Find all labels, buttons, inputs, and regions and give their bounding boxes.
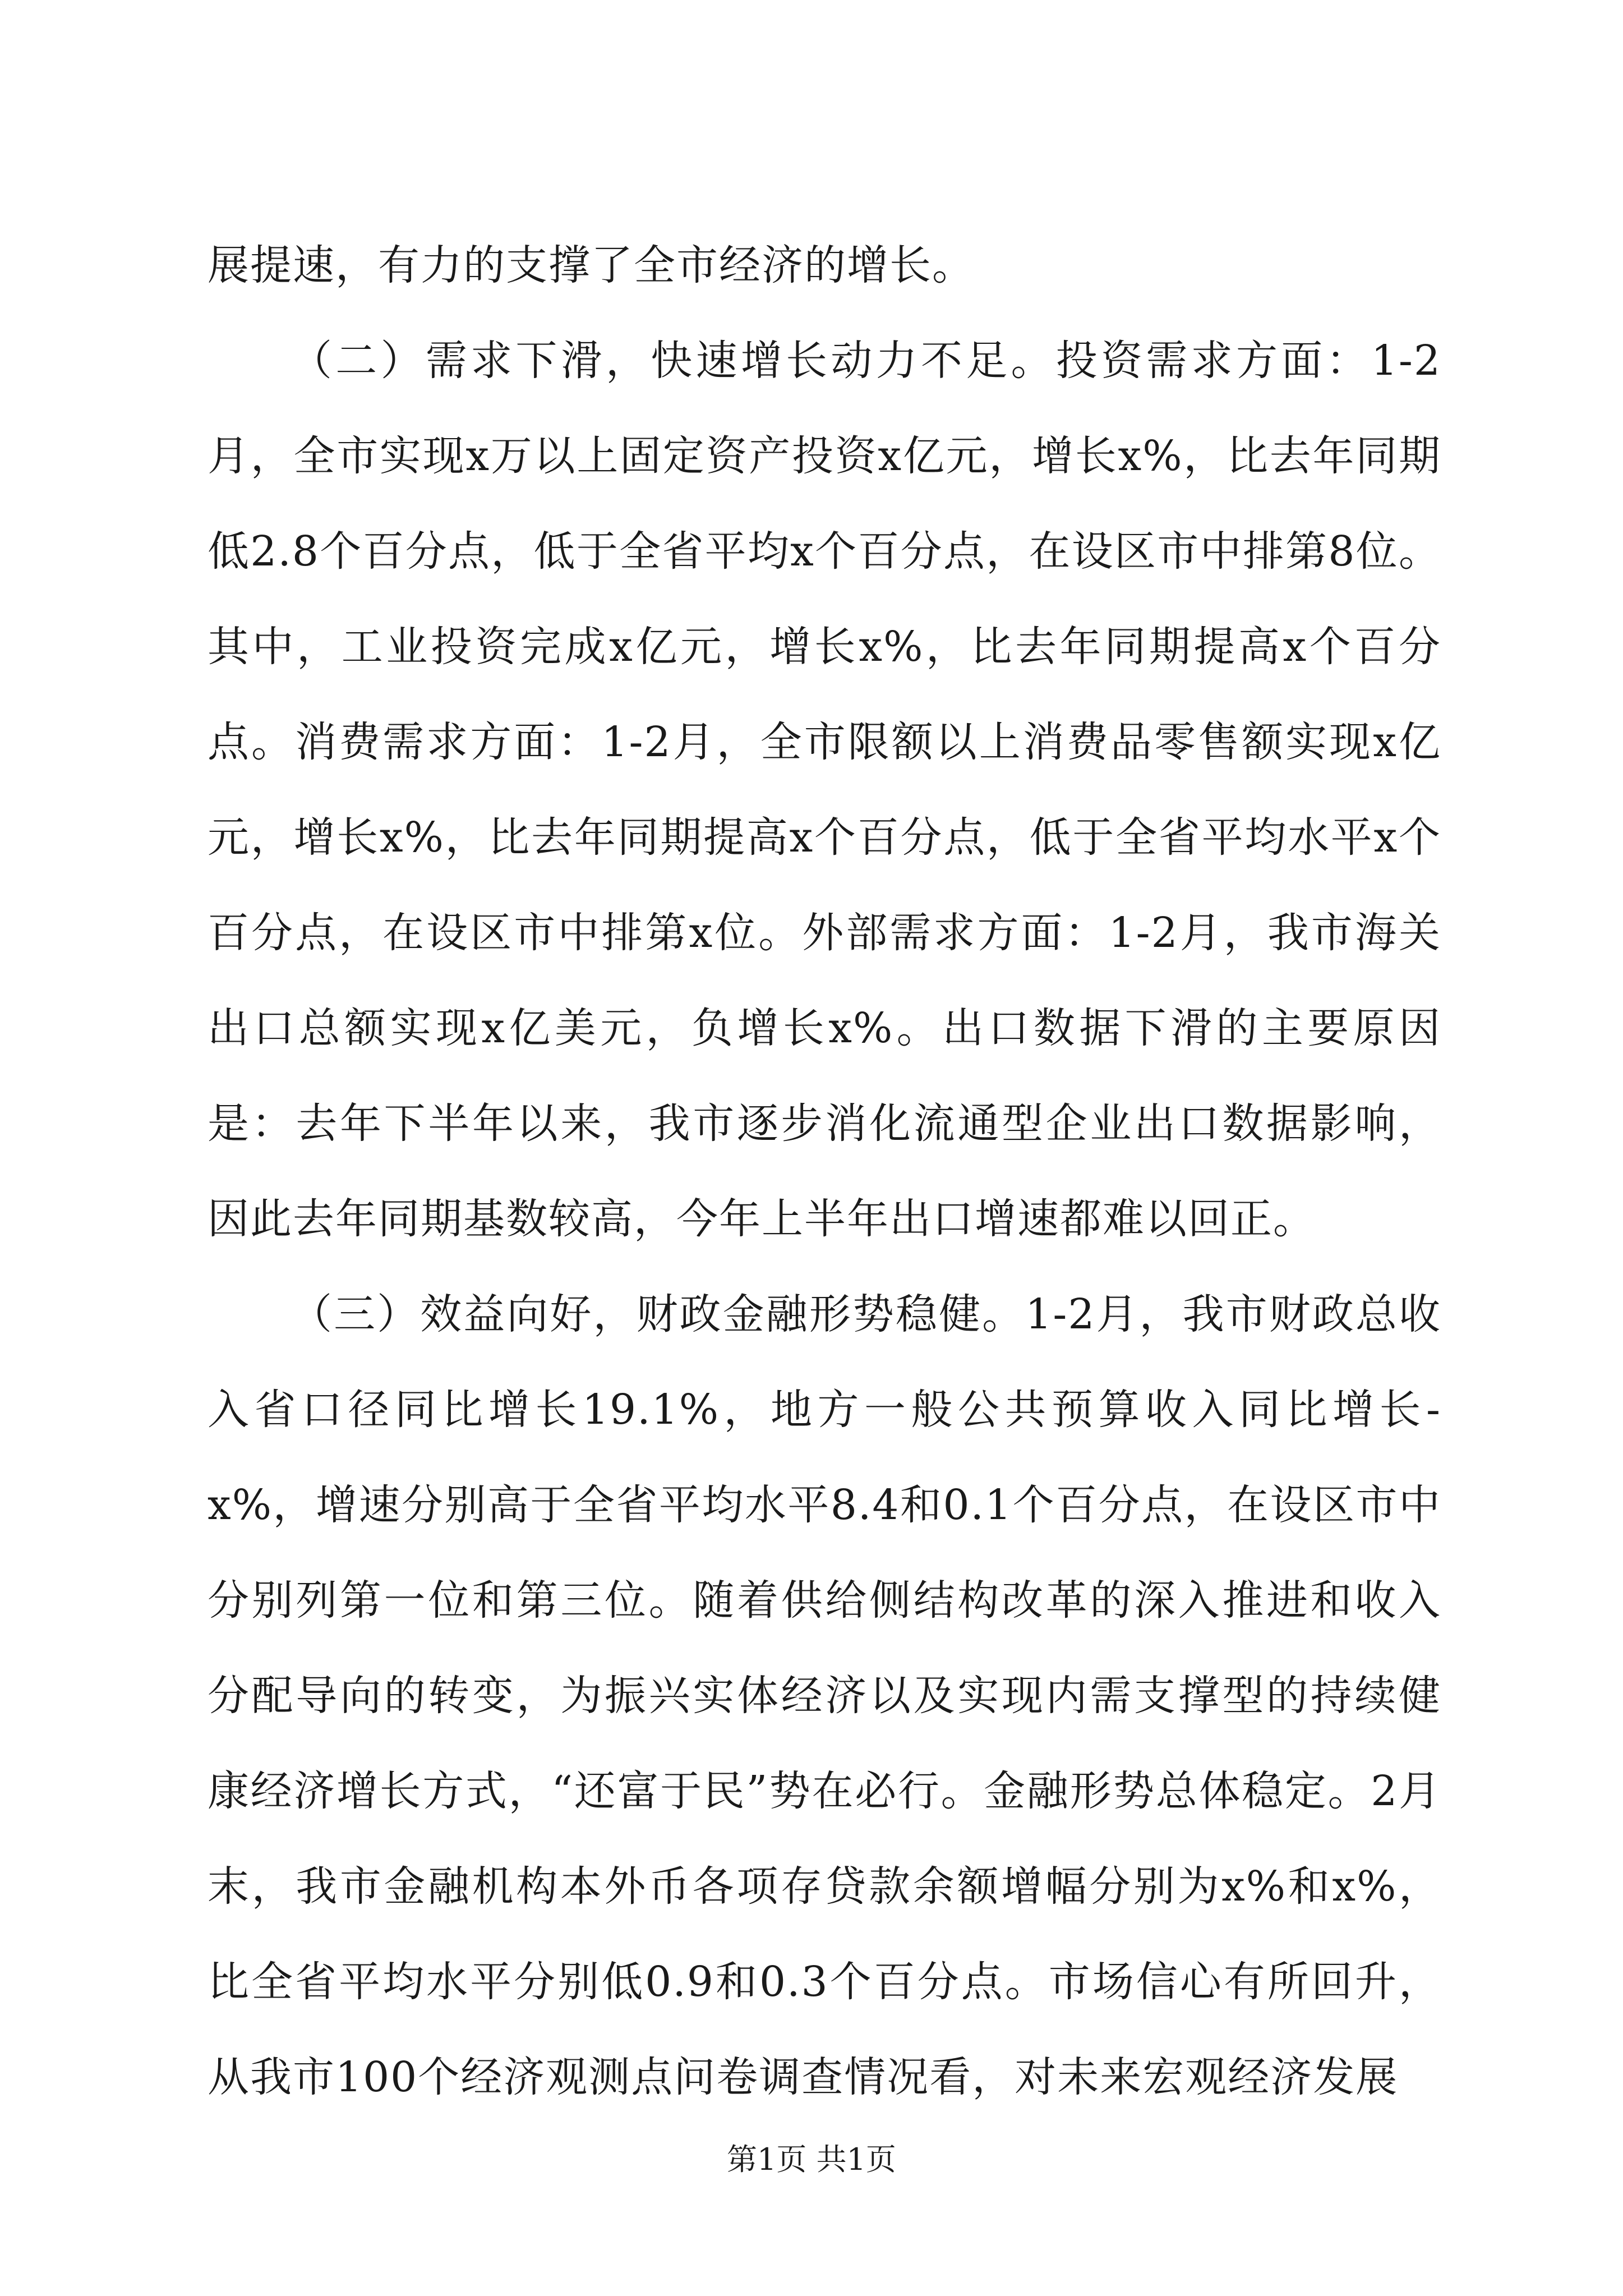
- paragraph-3: （三）效益向好，财政金融形势稳健。1-2月，我市财政总收入省口径同比增长19.1%，地方一般公共预算收入同比增长-x%，增速分别高于全省平均水平8.4和0.1个百分点，在设区市中分别列第一位和第三位。随着供给侧结构改革的深入推进和收入分配导向的转变，为振兴实体经济以及实现内需支撑型的持续健康经济增长方式，“还富于民”势在必行。金融形势总体稳定。2月末，我市金融机构本外币各项存贷款余额增幅分别为x%和x%，比全省平均水平分别低0.9和0.3个百分点。市场信心有所回升，从我市100个经济观测点问卷调查情况看，对未来宏观经济发展: [208, 1290, 1441, 2101]
- paragraph-1: 展提速，有力的支撑了全市经济的增长。: [208, 241, 975, 289]
- paragraph-2: （二）需求下滑，快速增长动力不足。投资需求方面：1-2月，全市实现x万以上固定资产投资x亿元，增长x%，比去年同期低2.8个百分点，低于全省平均x个百分点，在设区市中排第8位。其中，工业投资完成x亿元，增长x%，比去年同期提高x个百分点。消费需求方面：1-2月，全市限额以上消费品零售额实现x亿元，增长x%，比去年同期提高x个百分点，低于全省平均水平x个百分点，在设区市中排第x位。外部需求方面：1-2月，我市海关出口总额实现x亿美元，负增长x%。出口数据下滑的主要原因是：去年下半年以来，我市逐步消化流通型企业出口数据影响，因此去年同期基数较高，今年上半年出口增速都难以回正。: [208, 337, 1441, 1243]
- document-body: [208, 218, 1441, 2125]
- page-footer: 第1页 共1页: [727, 2142, 896, 2177]
